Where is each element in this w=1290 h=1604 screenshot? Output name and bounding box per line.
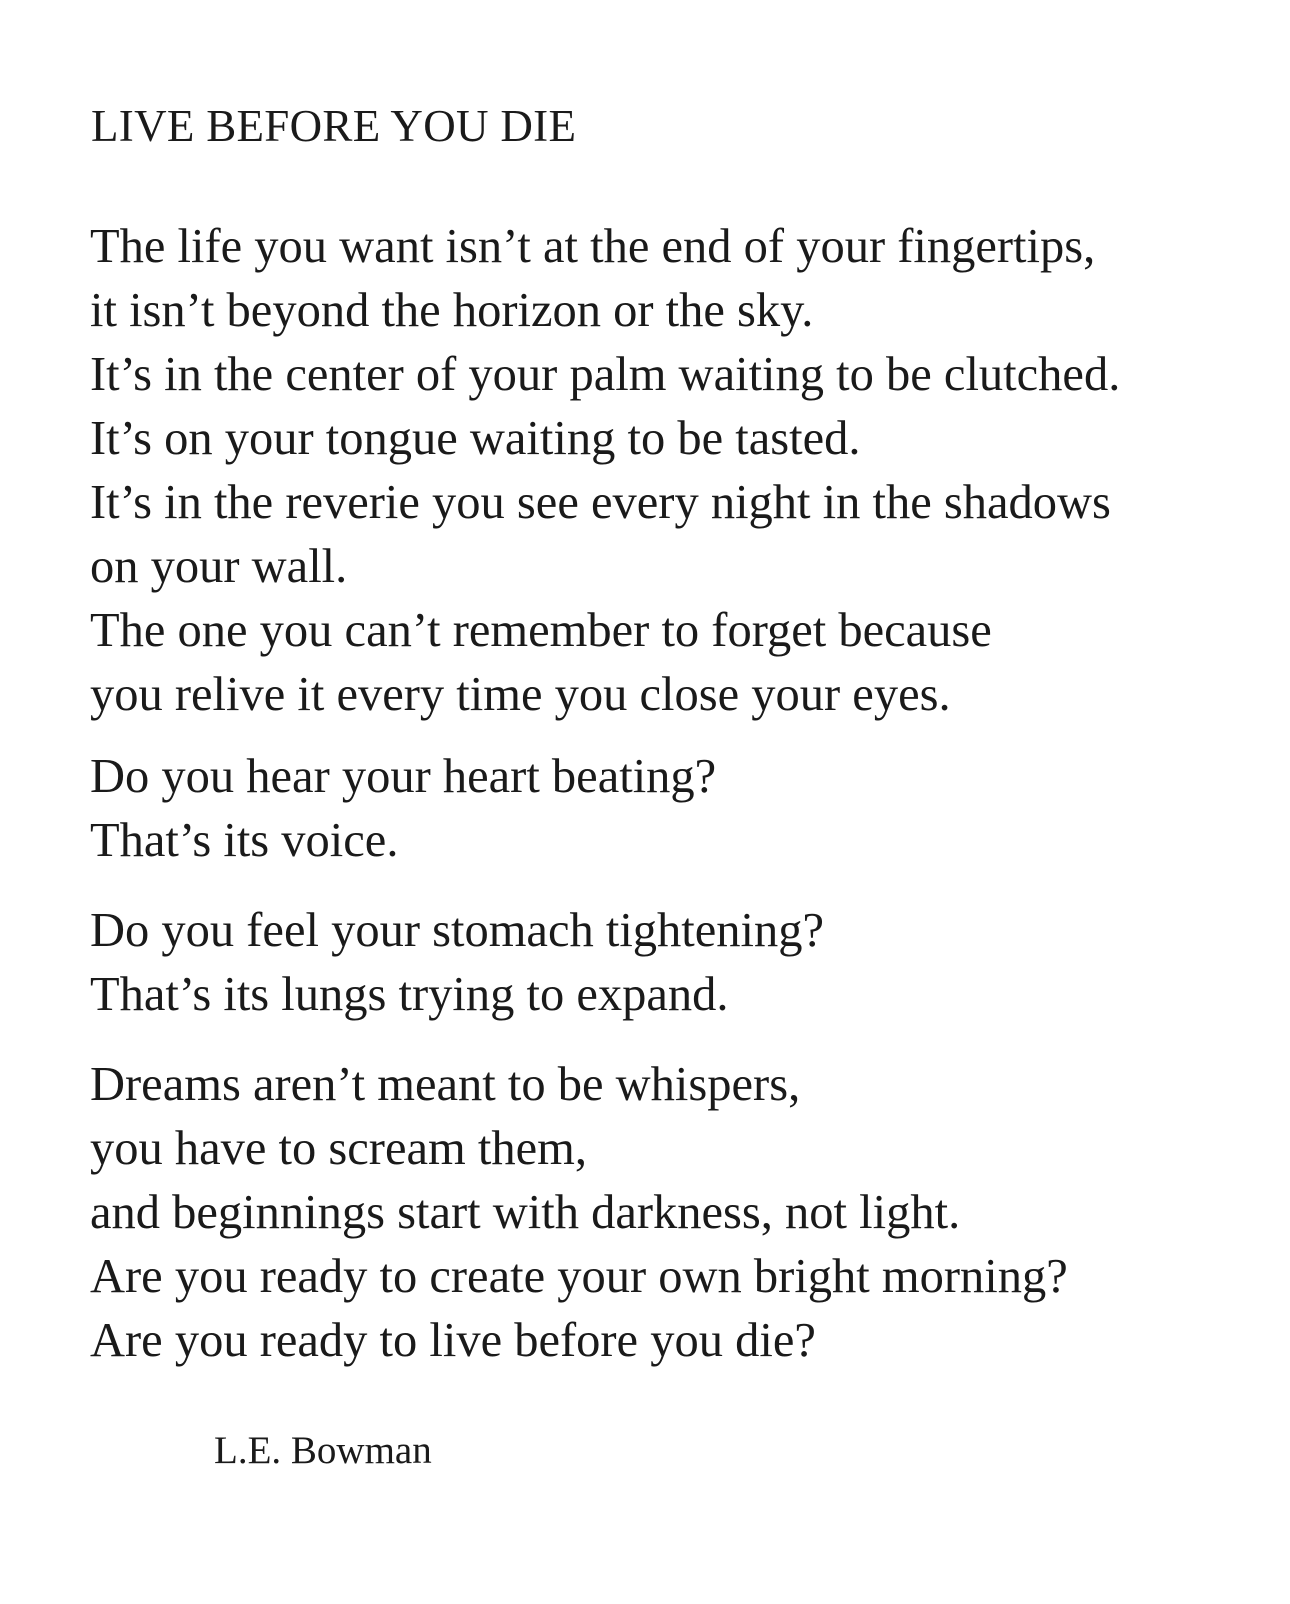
poem-line: it isn’t beyond the horizon or the sky.	[90, 284, 814, 337]
poem-line: That’s its lungs trying to expand.	[90, 968, 729, 1021]
poem-title: LIVE BEFORE YOU DIE	[91, 101, 577, 151]
poem-line: you have to scream them,	[90, 1122, 587, 1175]
poem-line: That’s its voice.	[90, 814, 399, 867]
poem-line: Are you ready to create your own bright morning?	[90, 1250, 1068, 1303]
poem-line: It’s on your tongue waiting to be tasted.	[90, 412, 861, 465]
poem-line: and beginnings start with darkness, not light.	[90, 1186, 961, 1239]
author-signature: L.E. Bowman	[214, 1429, 432, 1472]
poem-line: Are you ready to live before you die?	[90, 1314, 816, 1367]
stanza-1	[90, 215, 1120, 727]
poem-line: It’s in the reverie you see every night in the shadows	[90, 476, 1111, 529]
poem-line: Do you hear your heart beating?	[90, 750, 717, 803]
poem-line: Dreams aren’t meant to be whispers,	[90, 1058, 801, 1111]
stanza-2	[90, 745, 716, 873]
poem-line: you relive it every time you close your eyes.	[90, 668, 951, 721]
poem-line: It’s in the center of your palm waiting to be clutched.	[90, 348, 1121, 401]
poem-line: The one you can’t remember to forget because	[90, 604, 992, 657]
poem-line: on your wall.	[90, 540, 348, 593]
stanza-4	[90, 1053, 1068, 1373]
poem-line: Do you feel your stomach tightening?	[90, 904, 825, 957]
stanza-3	[90, 899, 824, 1027]
poem-line: The life you want isn’t at the end of your fingertips,	[90, 220, 1096, 273]
